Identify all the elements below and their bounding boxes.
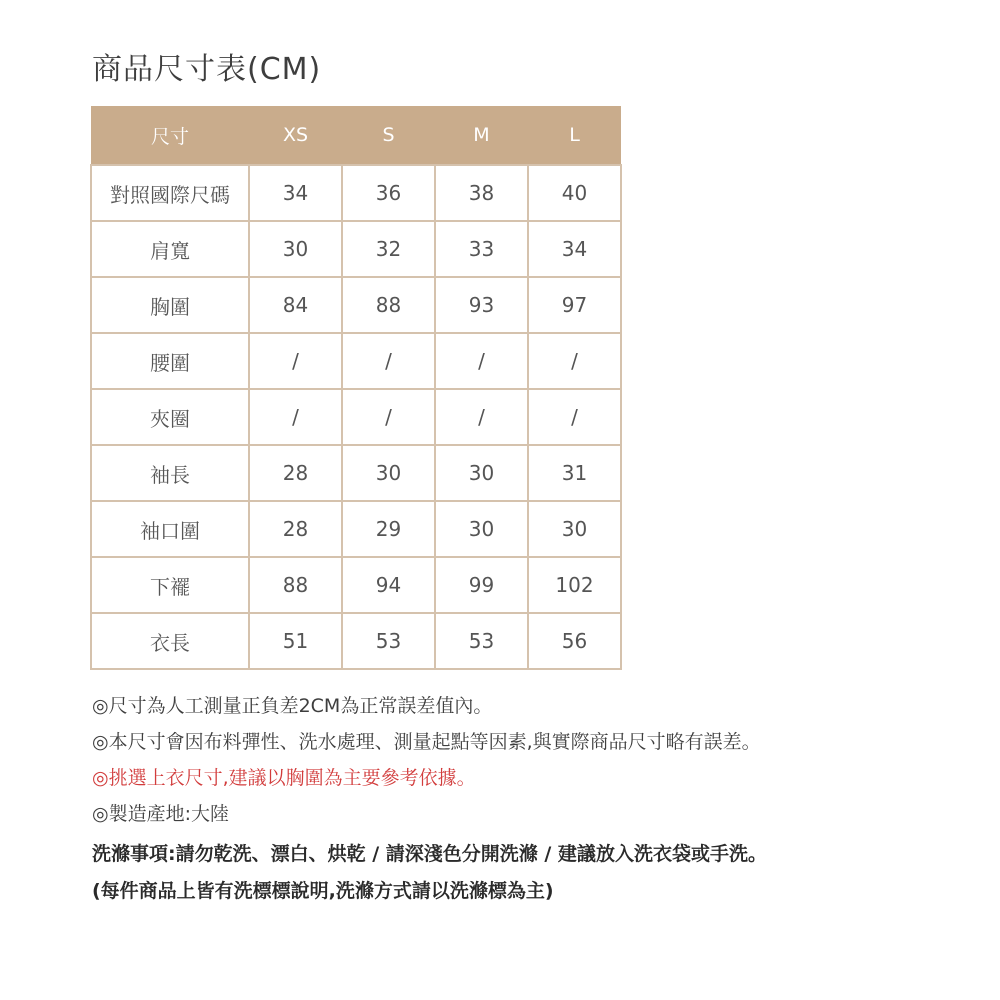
table-cell: 30 [342,445,435,501]
table-cell: 102 [528,557,621,613]
row-label: 下襬 [91,557,249,613]
table-cell: 32 [342,221,435,277]
table-row [91,501,621,557]
table-cell: / [528,389,621,445]
table-cell: 29 [342,501,435,557]
table-cell: 30 [528,501,621,557]
row-label: 胸圍 [91,277,249,333]
table-cell: / [528,333,621,389]
table-cell: 53 [435,613,528,669]
note-fabric-variation: ◎本尺寸會因布料彈性、洗水處理、測量起點等因素,與實際商品尺寸略有誤差。 [92,731,761,753]
notes-section [92,688,972,910]
table-cell: 56 [528,613,621,669]
care-instructions-line: 洗滌事項:請勿乾洗、漂白、烘乾 / 請深淺色分開洗滌 / 建議放入洗衣袋或手洗。 [92,843,767,865]
table-cell: 30 [435,501,528,557]
row-label: 對照國際尺碼 [91,165,249,221]
table-cell: 31 [528,445,621,501]
row-label: 衣長 [91,613,249,669]
table-cell: 99 [435,557,528,613]
row-label: 袖口圍 [91,501,249,557]
table-cell: 88 [249,557,342,613]
table-cell: 28 [249,445,342,501]
table-cell: 97 [528,277,621,333]
table-row [91,557,621,613]
table-cell: 40 [528,165,621,221]
table-cell: 30 [249,221,342,277]
table-row [91,165,621,221]
table-header-row [91,106,621,165]
table-row [91,389,621,445]
table-cell: / [435,389,528,445]
page-title: 商品尺寸表(CM) [92,52,322,87]
header-cell-l: L [528,106,621,165]
row-label: 夾圈 [91,389,249,445]
table-cell: 34 [249,165,342,221]
table-cell: / [249,333,342,389]
table-cell: 53 [342,613,435,669]
table-cell: 51 [249,613,342,669]
table-row [91,277,621,333]
table-cell: 88 [342,277,435,333]
table-cell: 28 [249,501,342,557]
table-cell: 94 [342,557,435,613]
care-label-note: (每件商品上皆有洗標標說明,洗滌方式請以洗滌標為主) [92,880,554,902]
row-label: 腰圍 [91,333,249,389]
table-cell: / [249,389,342,445]
table-row [91,445,621,501]
table-cell: 38 [435,165,528,221]
note-measurement-tolerance: ◎尺寸為人工測量正負差2CM為正常誤差值內。 [92,695,493,717]
note-origin: ◎製造產地:大陸 [92,803,229,825]
table-cell: 93 [435,277,528,333]
care-instructions [92,836,972,910]
table-cell: 84 [249,277,342,333]
table-cell: / [435,333,528,389]
table-cell: 36 [342,165,435,221]
table-cell: 34 [528,221,621,277]
row-label: 袖長 [91,445,249,501]
size-chart-table [90,106,622,670]
header-cell-xs: XS [249,106,342,165]
header-cell-size: 尺寸 [91,106,249,165]
table-cell: / [342,389,435,445]
table-row [91,221,621,277]
row-label: 肩寬 [91,221,249,277]
table-cell: / [342,333,435,389]
table-row [91,613,621,669]
table-row [91,333,621,389]
header-cell-s: S [342,106,435,165]
table-cell: 33 [435,221,528,277]
table-cell: 30 [435,445,528,501]
note-size-selection-tip: ◎挑選上衣尺寸,建議以胸圍為主要參考依據。 [92,767,476,789]
header-cell-m: M [435,106,528,165]
